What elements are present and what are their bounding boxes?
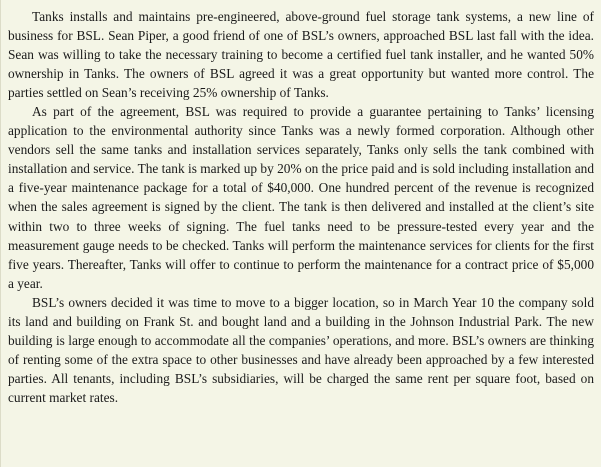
paragraph-2: As part of the agreement, BSL was required to provide a guarantee pertaining to Tanks’ licensing application to the environmental authority since Tanks was a newly formed corporation. Although other vendors sell the same tanks and installation services separately, Tanks only sells the tank combined with installation and service. The tank is marked up by 20% on the price paid and is sold including installation and a five-year maintenance package for a total of $40,000. One hundred percent of the revenue is recognized when the sales agreement is signed by the client. The tank is then delivered and installed at the client’s site within two to three weeks of signing. The fuel tanks need to be pressure-tested every year and the measurement gauge needs to be checked. Tanks will perform the maintenance services for clients for the first five years. Thereafter, Tanks will offer to continue to perform the maintenance for a contract price of $5,000 a year. <box>8 104 594 291</box>
paragraph-3: BSL’s owners decided it was time to move to a bigger location, so in March Year 10 the company sold its land and building on Frank St. and bought land and a building in the Johnson Industrial Park. The new building is large enough to accommodate all the companies’ operations, and more. BSL’s owners are thinking of renting some of the extra space to other businesses and have already been approached by a few interested parties. All tenants, including BSL’s subsidiaries, will be charged the same rent per square foot, based on current market rates. <box>8 294 594 405</box>
paragraph-1: Tanks installs and maintains pre-engineered, above-ground fuel storage tank systems, a new line of business for BSL. Sean Piper, a good friend of one of BSL’s owners, approached BSL last fall with the idea. Sean was willing to take the necessary training to become a certified fuel tank installer, and he wanted 50% ownership in Tanks. The owners of BSL agreed it was a great opportunity but wanted more control. The parties settled on Sean’s receiving 25% ownership of Tanks. <box>8 9 594 101</box>
